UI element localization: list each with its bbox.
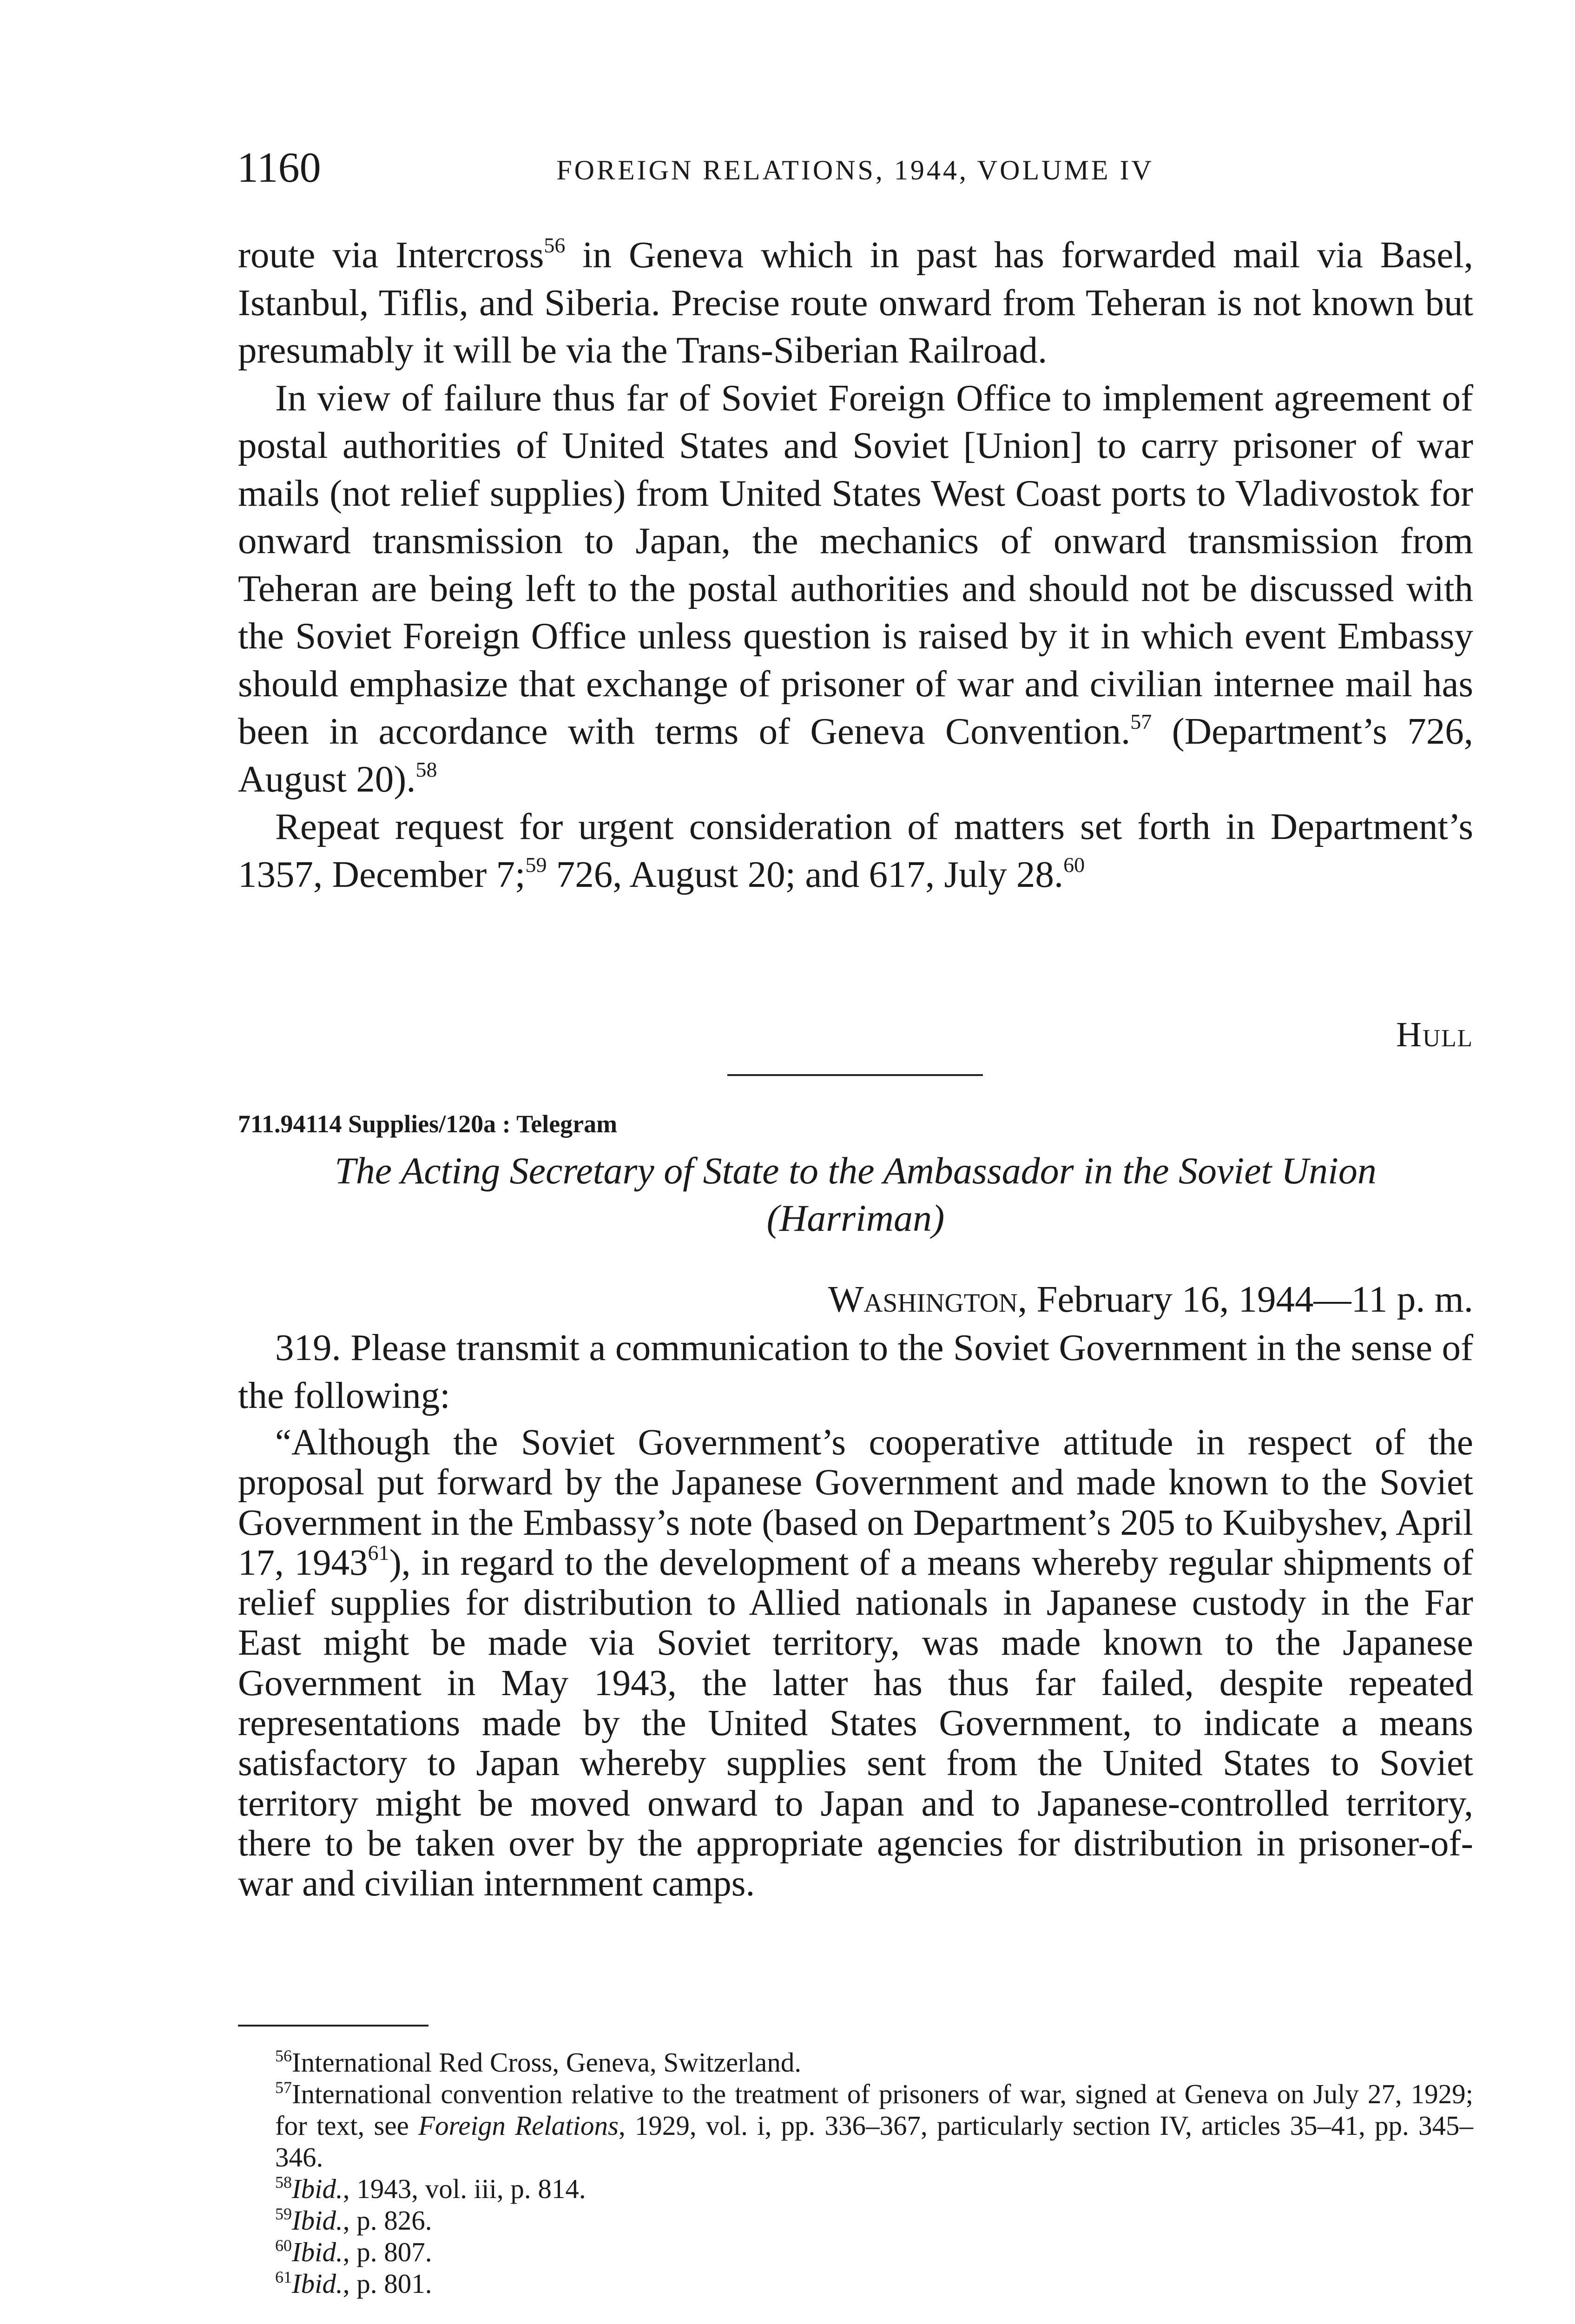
running-head: FOREIGN RELATIONS, 1944, VOLUME IV [556,155,1154,185]
footnotes [238,2047,1473,2299]
telegram-body [238,1324,1473,1419]
footnote-ref: 57 [1130,710,1152,733]
footnote-ref: 59 [525,852,547,877]
page-header [237,139,1473,195]
paragraph: 319. Please transmit a communication to the Soviet Government in the sense of the following: [238,1327,1473,1416]
footnote-divider [238,2025,428,2027]
heading-line: The Acting Secretary of State to the Ambassador in the Soviet Union [335,1149,1377,1192]
heading-line: (Harriman) [766,1197,945,1239]
footnote: $^{56}$International Red Cross, Geneva, Switzerland. [275,2047,802,2078]
footnote: $^{59}$Ibid., p. 826. [275,2205,432,2236]
section-divider [727,1074,983,1076]
paragraph: Repeat request for urgent consideration of matters set forth in Department’s 1357, December 7;$^{59}$ 726, August 20; and 617, July 28.60 [238,805,1473,895]
document-heading [238,1147,1473,1242]
continued-telegram [238,231,1473,898]
paragraph: route via Intercross$^{56}$ in Geneva which in past has forwarded mail via Basel, Istanbul, Tiflis, and Siberia. Precise route onward from Teheran is not known but presumably it will be via the Trans-Siberian Railroad. [238,233,1473,371]
footnote-ref: 61 [368,1540,389,1565]
dateline: Washington, February 16, 1944—11 p. m. [828,1278,1473,1320]
footnote-ref: 56 [544,233,566,257]
paragraph: “Although the Soviet Government’s cooperative attitude in respect of the proposal put forward by the Japanese Government and made known to the Soviet Government in the Embassy’s note (based on Department’s 205 to Kuibyshev, April 17, 1943$^{61}$), in regard to the development of a means whereby regular shipments of relief supplies for distribution to Allied nationals in Japanese custody in the Far East might be made via Soviet territory, was made known to the Japanese Government in May 1943, the latter has thus far failed, despite repeated representations made by the United States Government, to indicate a means satisfactory to Japan whereby supplies sent from the United States to Soviet territory might be moved onward to Japan and to Japanese-controlled territory, there to be taken over by the appropriate agencies for distribution in prisoner-of-war and civilian internment camps. [238,1422,1474,1904]
paragraph: In view of failure thus far of Soviet Foreign Office to implement agreement of postal authorities of United States and Soviet [Union] to carry prisoner of war mails (not relief supplies) from United States West Coast ports to Vladivostok for onward transmission to Japan, the mechanics of onward transmission from Teheran are being left to the postal authorities and should not be discussed with the Soviet Foreign Office unless question is raised by it in which event Embassy should emphasize that exchange of prisoner of war and civilian internee mail has been in accordance with terms of Geneva Convention.$^{57}$ (Department’s 726, August 20).$^{58}$ [238,376,1473,800]
footnote-ref: 58 [415,757,437,781]
dateline-place: Washington [828,1278,1018,1320]
file-number: 711.94114 Supplies/120a : Telegram [238,1110,618,1138]
page-number: 1160 [237,144,321,191]
footnote-ref: 60 [1063,852,1085,877]
footnote: $^{61}$Ibid., p. 801. [275,2268,432,2299]
quoted-communication [238,1423,1473,1904]
footnote: $^{57}$International convention relative to the treatment of prisoners of war, signed at Geneva on July 27, 1929; for text, see Foreign Relations, 1929, vol. i, pp. 336–367, particularly section IV, articles 35–41, pp. 345–346. [275,2078,1473,2172]
footnote: $^{58}$Ibid., 1943, vol. iii, p. 814. [275,2173,586,2204]
footnote: $^{60}$Ibid., p. 807. [275,2236,432,2267]
signature: Hull [1396,1015,1473,1054]
